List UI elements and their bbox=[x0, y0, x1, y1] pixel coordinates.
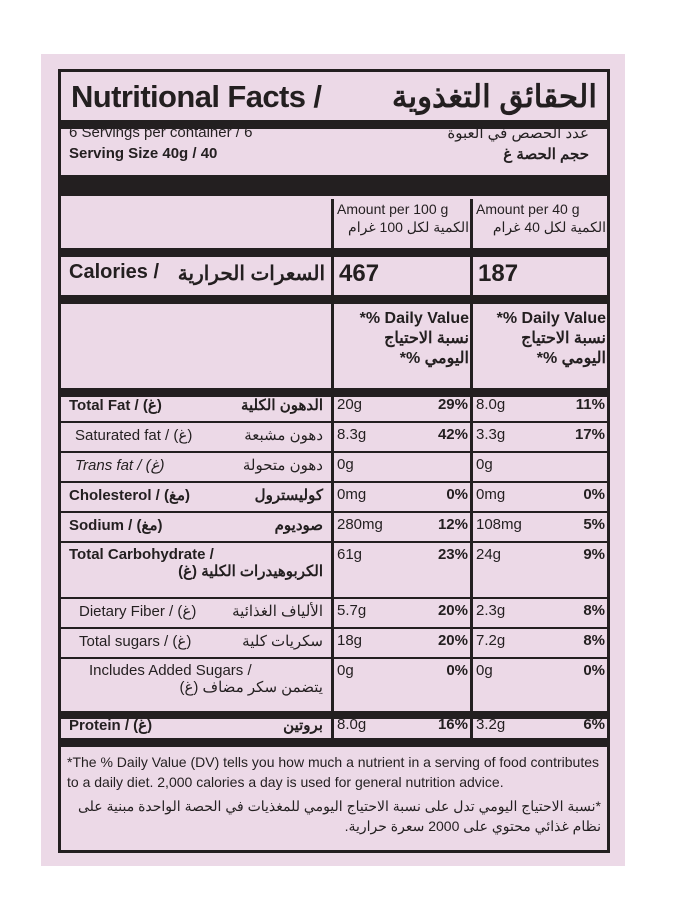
percent-per100: 20% bbox=[437, 632, 468, 649]
daily-value-header-per40 bbox=[476, 309, 606, 369]
nutrient-label-arabic: دهون مشبعة bbox=[244, 427, 323, 444]
nutrient-label-english: Includes Added Sugars / bbox=[89, 662, 252, 679]
amount-per100: 8.0g bbox=[337, 716, 367, 733]
servings-per-container bbox=[69, 124, 589, 144]
nutrient-label-arabic: بروتين bbox=[283, 717, 323, 734]
amount-per40: 8.0g bbox=[476, 396, 506, 413]
percent-per40: 17% bbox=[574, 426, 605, 443]
calories-bottom-rule bbox=[61, 295, 607, 304]
nutrient-label-english: Total sugars / (غ) bbox=[79, 633, 192, 650]
amount-per100: 20g bbox=[337, 396, 363, 413]
footnote-english: *The % Daily Value (DV) tells you how much a nutrient in a serving of food contributes to a daily diet. 2,000 calories a day is used for general nutrition advice. bbox=[67, 754, 599, 790]
amount-per40: 108mg bbox=[476, 516, 522, 533]
nutrient-row bbox=[61, 542, 607, 598]
nutrient-label-english: Total Fat / (غ) bbox=[69, 397, 162, 414]
nutrient-row bbox=[61, 392, 607, 422]
calories-label-english: Calories / bbox=[69, 261, 160, 283]
nutrient-label bbox=[69, 546, 323, 580]
amount-per100: 0g bbox=[337, 662, 354, 679]
amount-per40: 0g bbox=[476, 662, 493, 679]
percent-per40: 0% bbox=[583, 662, 605, 679]
nutrient-row bbox=[61, 658, 607, 712]
percent-per40: 8% bbox=[583, 632, 605, 649]
amount-per40: 3.3g bbox=[476, 426, 506, 443]
per40-english: Amount per 40 g bbox=[476, 201, 580, 217]
amount-per40: 2.3g bbox=[476, 602, 506, 619]
nutrient-label-english: Total Carbohydrate / bbox=[69, 546, 214, 563]
nutrient-label bbox=[69, 486, 323, 504]
dv-arabic-per40: نسبة الاحتياج اليومي %* bbox=[521, 330, 606, 367]
header-bar bbox=[61, 175, 607, 196]
percent-per40: 11% bbox=[575, 396, 605, 413]
per40-arabic: الكمية لكل 40 غرام bbox=[492, 219, 606, 235]
calories-label bbox=[69, 261, 325, 286]
daily-value-header-per100 bbox=[337, 309, 469, 369]
nutrient-label bbox=[89, 662, 323, 696]
nutrient-label-english: Trans fat / (غ) bbox=[75, 457, 165, 474]
amount-per100: 280mg bbox=[337, 516, 383, 533]
nutrient-label-arabic: الألياف الغذائية bbox=[232, 603, 323, 620]
nutrient-row bbox=[61, 422, 607, 452]
nutrient-label bbox=[79, 602, 323, 620]
dv-english-per100: *% Daily Value bbox=[359, 310, 469, 327]
nutrient-label-arabic: دهون متحولة bbox=[242, 457, 323, 474]
calories-label-arabic: السعرات الحرارية bbox=[177, 263, 325, 285]
percent-per40: 5% bbox=[583, 516, 605, 533]
amount-per100: 0mg bbox=[337, 486, 367, 503]
column-header-per40 bbox=[476, 200, 606, 236]
servings-arabic: عدد الحصص في العبوة bbox=[447, 125, 589, 142]
nutrient-row bbox=[61, 712, 607, 738]
nutrient-label bbox=[69, 516, 323, 534]
dv-arabic-per100: نسبة الاحتياج اليومي %* bbox=[384, 330, 469, 367]
amount-per40: 7.2g bbox=[476, 632, 506, 649]
label-title bbox=[71, 76, 597, 118]
serving-size-english: Serving Size 40g / 40 bbox=[69, 145, 218, 162]
serving-size bbox=[69, 145, 589, 165]
percent-per100: 0% bbox=[446, 486, 468, 503]
nutrient-label bbox=[69, 396, 323, 414]
amount-per100: 5.7g bbox=[337, 602, 367, 619]
amount-per100: 61g bbox=[337, 546, 363, 563]
nutrient-label bbox=[75, 426, 323, 444]
nutrient-label bbox=[75, 456, 323, 474]
nutrient-label-arabic: الكربوهيدرات الكلية (غ) bbox=[178, 563, 323, 580]
title-english: Nutritional Facts / bbox=[71, 79, 322, 114]
nutrient-row bbox=[61, 482, 607, 512]
amount-per40: 3.2g bbox=[476, 716, 506, 733]
nutrition-label bbox=[58, 69, 610, 853]
servings-english: 6 Servings per container / 6 bbox=[69, 124, 253, 141]
percent-per100: 16% bbox=[437, 716, 468, 733]
nutrient-label-english: Saturated fat / (غ) bbox=[75, 427, 193, 444]
percent-per40: 8% bbox=[583, 602, 605, 619]
calories-row bbox=[61, 252, 607, 296]
nutrient-label-arabic: سكريات كلية bbox=[242, 633, 323, 650]
nutrient-label bbox=[69, 716, 323, 734]
title-arabic: الحقائق التغذوية bbox=[391, 79, 597, 114]
per100-english: Amount per 100 g bbox=[337, 201, 449, 217]
nutrient-label-english: Protein / (غ) bbox=[69, 717, 153, 734]
footnote bbox=[67, 752, 601, 836]
nutrient-label-arabic: الدهون الكلية bbox=[240, 397, 323, 414]
percent-per100: 12% bbox=[437, 516, 468, 533]
nutrient-label-english: Sodium / (مغ) bbox=[69, 517, 163, 534]
amount-per100: 0g bbox=[337, 456, 354, 473]
calories-per40: 187 bbox=[478, 260, 519, 287]
nutrient-row bbox=[61, 628, 607, 658]
percent-per100: 20% bbox=[437, 602, 468, 619]
column-header-per100 bbox=[337, 200, 469, 236]
amount-per100: 18g bbox=[337, 632, 363, 649]
nutrient-row bbox=[61, 452, 607, 482]
serving-size-arabic: حجم الحصة غ bbox=[503, 146, 589, 163]
percent-per40: 0% bbox=[583, 486, 605, 503]
footnote-arabic: *نسبة الاحتياج اليومي تدل على نسبة الاحتياج اليومي للمغذيات في الحصة الواحدة مبنية على نظام غذائي محتوي على 2000 سعرة حرارية. bbox=[77, 798, 601, 834]
amount-per40: 0g bbox=[476, 456, 493, 473]
percent-per40: 9% bbox=[583, 546, 605, 563]
amount-per100: 8.3g bbox=[337, 426, 367, 443]
percent-per100: 23% bbox=[437, 546, 468, 563]
calories-per100: 467 bbox=[339, 260, 380, 287]
nutrient-row bbox=[61, 598, 607, 628]
nutrient-label-english: Dietary Fiber / (غ) bbox=[79, 603, 197, 620]
nutrient-label-arabic: كوليسترول bbox=[254, 487, 323, 504]
nutrient-label-english: Cholesterol / (مغ) bbox=[69, 487, 191, 504]
nutrient-label bbox=[79, 632, 323, 650]
percent-per100: 0% bbox=[446, 662, 468, 679]
nutrient-label-arabic: صوديوم bbox=[274, 517, 323, 534]
footer-rule bbox=[61, 738, 607, 747]
percent-per100: 42% bbox=[437, 426, 468, 443]
amount-per40: 24g bbox=[476, 546, 502, 563]
percent-per40: 6% bbox=[583, 716, 605, 733]
per100-arabic: الكمية لكل 100 غرام bbox=[348, 219, 469, 235]
amount-per40: 0mg bbox=[476, 486, 506, 503]
nutrient-label-arabic: يتضمن سكر مضاف (غ) bbox=[179, 679, 323, 696]
nutrient-row bbox=[61, 512, 607, 542]
dv-english-per40: *% Daily Value bbox=[496, 310, 606, 327]
percent-per100: 29% bbox=[437, 396, 468, 413]
